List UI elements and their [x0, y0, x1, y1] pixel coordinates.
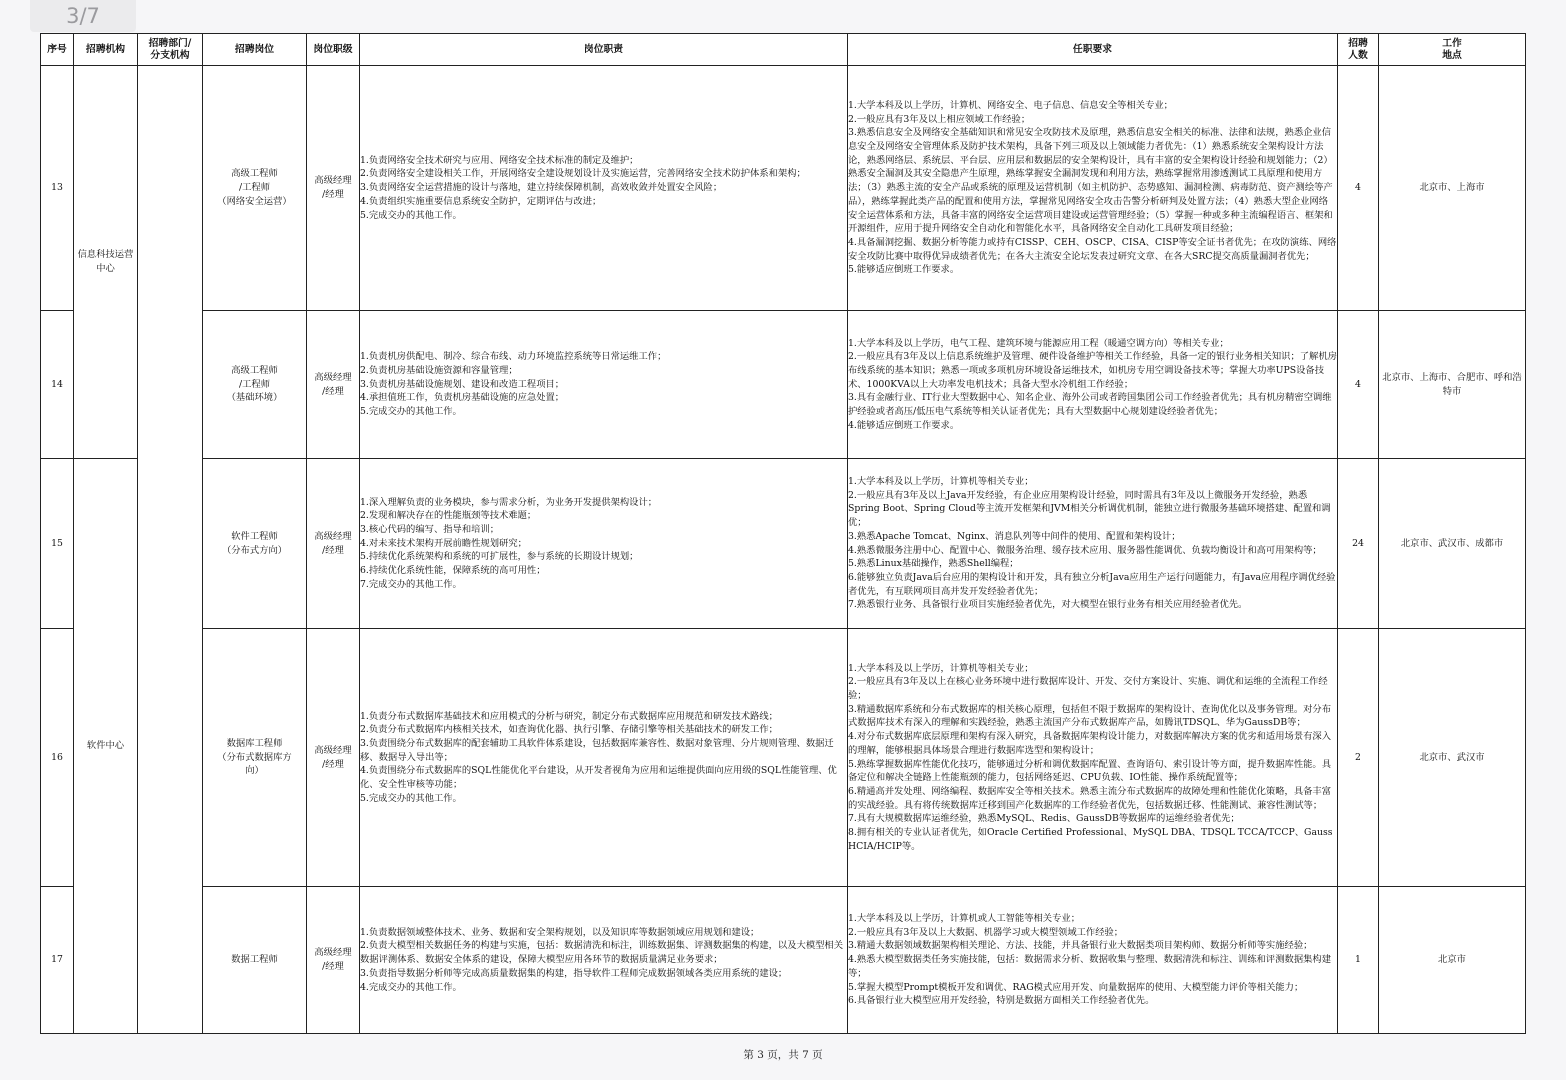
- table-row: [41, 66, 1526, 311]
- header-cell: 岗位职责: [360, 34, 848, 66]
- headcount-cell: 4: [1338, 66, 1379, 311]
- position-cell: 数据工程师: [203, 887, 307, 1034]
- header-cell: 招聘机构: [74, 34, 138, 66]
- headcount-cell: 4: [1338, 311, 1379, 459]
- page-footer: 第 3 页，共 7 页: [743, 1049, 823, 1061]
- row-number: 15: [41, 459, 74, 629]
- header-cell: 招聘岗位: [203, 34, 307, 66]
- table-row: [41, 311, 1526, 459]
- position-cell: 高级工程师 /工程师 （基础环境）: [203, 311, 307, 459]
- header-cell: 招聘部门/ 分支机构: [138, 34, 203, 66]
- level-cell: 高级经理 /经理: [307, 459, 360, 629]
- location-cell: 北京市、武汉市、成都市: [1379, 459, 1526, 629]
- table-header-row: [41, 34, 1526, 66]
- level-cell: 高级经理 /经理: [307, 629, 360, 887]
- table-row: [41, 887, 1526, 1034]
- header-cell: 工作 地点: [1379, 34, 1526, 66]
- table-row: [41, 629, 1526, 887]
- row-number: 17: [41, 887, 74, 1034]
- headcount-cell: 2: [1338, 629, 1379, 887]
- header-cell: 招聘 人数: [1338, 34, 1379, 66]
- requirements-cell: 1.大学本科及以上学历，计算机等相关专业； 2.一般应具有3年及以上在核心业务环境中进行数据库设计、开发、交付方案设计、实施、调优和运维的全流程工作经验； 3.精通数据库系统和分布式数据库的相关核心原理，包括但不限于数据库的架构设计、查询优化以及事务管理。对分布式数据库技术有深入的理解和实践经验，熟悉主流国产分布式数据库产品，如腾讯TDSQL、华为GaussDB等； 4.对分布式数据库底层原理和架构有深入研究，具备数据库架构设计能力，对数据库解决方案的优劣和适用场景有深入的理解，能够根据具体场景合理进行数据库选型和架构设计； 5.熟练掌握数据库性能优化技巧，能够通过分析和调优数据库配置、查询语句、索引设计等方面，提升数据库性能。具备定位和解决全链路上性能瓶颈的能力，包括网络延迟、CPU负载、IO性能、操作系统配置等； 6.精通高并发处理、网络编程、数据库安全等相关技术。熟悉主流分布式数据库的故障处理和性能优化策略，具备丰富的实战经验。具有将传统数据库迁移到国产化数据库的工作经验者优先，包括数据迁移、性能测试、兼容性测试等； 7.具有大规模数据库运维经验，熟悉MySQL、Redis、GaussDB等数据库的运维经验者优先； 8.拥有相关的专业认证者优先，如Oracle Certified Professional、MySQL DBA、TDSQL TCCA/TCCP、Gauss HCIA/HCIP等。: [848, 629, 1338, 887]
- level-cell: 高级经理 /经理: [307, 66, 360, 311]
- page-indicator: 3/7: [30, 0, 136, 32]
- location-cell: 北京市、上海市: [1379, 66, 1526, 311]
- dept-cell: [138, 66, 203, 1034]
- position-cell: 数据库工程师 （分布式数据库方 向）: [203, 629, 307, 887]
- requirements-cell: 1.大学本科及以上学历，计算机或人工智能等相关专业； 2.一般应具有3年及以上大数据、机器学习或大模型领域工作经验； 3.精通大数据领域数据架构相关理论、方法、技能，并具备银行业大数据类项目架构师、数据分析师等实施经验； 4.熟悉大模型数据类任务实施技能，包括：数据需求分析、数据收集与整理、数据清洗和标注、训练和评测数据集构建等； 5.掌握大模型Prompt模板开发和调优、RAG模式应用开发、向量数据库的使用、大模型能力评价等相关能力； 6.具备银行业大模型应用开发经验，特别是数据方面相关工作经验者优先。: [848, 887, 1338, 1034]
- table-row: [41, 459, 1526, 629]
- row-number: 13: [41, 66, 74, 311]
- level-cell: 高级经理 /经理: [307, 311, 360, 459]
- location-cell: 北京市、武汉市: [1379, 629, 1526, 887]
- duties-cell: 1.负责机房供配电、制冷、综合布线、动力环境监控系统等日常运维工作； 2.负责机房基础设施资源和容量管理； 3.负责机房基础设施规划、建设和改造工程项目； 4.承担值班工作，负责机房基础设施的应急处置； 5.完成交办的其他工作。: [360, 311, 848, 459]
- duties-cell: 1.负责网络安全技术研究与应用、网络安全技术标准的制定及维护； 2.负责网络安全建设相关工作，开展网络安全建设规划设计及实施运营，完善网络安全技术防护体系和架构； 3.负责网络安全运营措施的设计与落地，建立持续保障机制，高效收敛并处置安全风险； 4.负责组织实施重要信息系统安全防护，定期评估与改进； 5.完成交办的其他工作。: [360, 66, 848, 311]
- headcount-cell: 24: [1338, 459, 1379, 629]
- header-cell: 任职要求: [848, 34, 1338, 66]
- duties-cell: 1.深入理解负责的业务模块，参与需求分析，为业务开发提供架构设计； 2.发现和解决存在的性能瓶颈等技术难题； 3.核心代码的编写、指导和培训； 4.对未来技术架构开展前瞻性规划研究； 5.持续优化系统架构和系统的可扩展性，参与系统的长期设计规划； 6.持续优化系统性能，保障系统的高可用性； 7.完成交办的其他工作。: [360, 459, 848, 629]
- level-cell: 高级经理 /经理: [307, 887, 360, 1034]
- org-cell: 软件中心: [74, 459, 138, 1034]
- position-cell: 软件工程师 （分布式方向）: [203, 459, 307, 629]
- location-cell: 北京市: [1379, 887, 1526, 1034]
- row-number: 14: [41, 311, 74, 459]
- org-cell: 信息科技运营中心: [74, 66, 138, 459]
- header-cell: 岗位职级: [307, 34, 360, 66]
- requirements-cell: 1.大学本科及以上学历，电气工程、建筑环境与能源应用工程（暖通空调方向）等相关专业； 2.一般应具有3年及以上信息系统维护及管理、硬件设备维护等相关工作经验，具备一定的银行业务相关知识；了解机房布线系统的基本知识；熟悉一项或多项机房环境设备运维技术，如机房专用空调设备技术等；掌握大功率UPS设备技术、1000KVA以上大功率发电机技术；具备大型水冷机组工作经验； 3.具有金融行业、IT行业大型数据中心、知名企业、海外公司或者跨国集团公司工作经验者优先；具有机房精密空调维护经验或者高压/低压电气系统等相关认证者优先；具有大型数据中心规划建设经验者优先； 4.能够适应倒班工作要求。: [848, 311, 1338, 459]
- duties-cell: 1.负责数据领域整体技术、业务、数据和安全架构规划，以及知识库等数据领域应用规划和建设； 2.负责大模型相关数据任务的构建与实施，包括：数据清洗和标注，训练数据集、评测数据集的构建，以及大模型相关数据评测体系、数据安全体系的建设，保障大模型应用各环节的数据质量满足业务要求； 3.负责指导数据分析师等完成高质量数据集的构建，指导软件工程师完成数据领域各类应用系统的建设； 4.完成交办的其他工作。: [360, 887, 848, 1034]
- position-cell: 高级工程师 /工程师 （网络安全运营）: [203, 66, 307, 311]
- headcount-cell: 1: [1338, 887, 1379, 1034]
- location-cell: 北京市、上海市、合肥市、呼和浩特市: [1379, 311, 1526, 459]
- requirements-cell: 1.大学本科及以上学历，计算机、网络安全、电子信息、信息安全等相关专业； 2.一般应具有3年及以上相应领域工作经验； 3.熟悉信息安全及网络安全基础知识和常见安全攻防技术及原理，熟悉信息安全相关的标准、法律和法规，熟悉企业信息安全及网络安全管理体系及防护技术架构，具备下列三项及以上领域能力者优先：（1）熟悉系统安全架构设计方法论，熟悉网络层、系统层、平台层、应用层和数据层的安全架构设计，具有丰富的安全架构设计经验和规划能力；（2）熟悉安全漏洞及其安全隐患产生原理，熟练掌握安全漏洞发现和利用方法，熟练掌握常用渗透测试工具原理和使用方法；（3）熟悉主流的安全产品或系统的原理及运营机制（如主机防护、态势感知、漏洞检测、病毒防范、资产测绘等产品），熟练掌握此类产品的配置和使用方法，掌握常见网络安全攻击告警分析研判及处置方法；（4）熟悉大型企业网络安全运营体系和方法，具备丰富的网络安全运营项目建设或运营管理经验；（5）掌握一种或多种主流编程语言、框架和开源组件，应用于提升网络安全自动化和智能化水平，具备网络安全自动化工具研发项目经验； 4.具备漏洞挖掘、数据分析等能力或持有CISSP、CEH、OSCP、CISA、CISP等安全证书者优先；在攻防演练、网络安全攻防比赛中取得优异成绩者优先；在各大主流安全论坛发表过研究文章、在各大SRC提交高质量漏洞者优先； 5.能够适应倒班工作要求。: [848, 66, 1338, 311]
- duties-cell: 1.负责分布式数据库基础技术和应用模式的分析与研究，制定分布式数据库应用规范和研发技术路线； 2.负责分布式数据库内核相关技术，如查询优化器、执行引擎、存储引擎等相关基础技术的研发工作； 3.负责围绕分布式数据库的配套辅助工具软件体系建设，包括数据库兼容性、数据对象管理、分片规则管理、数据迁移、数据导入导出等； 4.负责围绕分布式数据库的SQL性能优化平台建设，从开发者视角为应用和运维提供面向应用级的SQL性能管理、优化、安全性审核等功能； 5.完成交办的其他工作。: [360, 629, 848, 887]
- row-number: 16: [41, 629, 74, 887]
- requirements-cell: 1.大学本科及以上学历，计算机等相关专业； 2.一般应具有3年及以上Java开发经验，有企业应用架构设计经验，同时需具有3年及以上微服务开发经验，熟悉Spring Boot、Spring Cloud等主流开发框架和JVM相关分析调优机制，能独立进行微服务基础环境搭建、配置和调优； 3.熟悉Apache Tomcat、Nginx、消息队列等中间件的使用、配置和架构设计； 4.熟悉微服务注册中心、配置中心、微服务治理、缓存技术应用、服务器性能调优、负载均衡设计和高可用架构等； 5.熟悉Linux基础操作，熟悉Shell编程； 6.能够独立负责Java后台应用的架构设计和开发，具有独立分析Java应用生产运行问题能力，有Java应用程序调优经验者优先，有互联网项目高并发开发经验者优先； 7.熟悉银行业务、具备银行业项目实施经验者优先，对大模型在银行业务有相关应用经验者优先。: [848, 459, 1338, 629]
- recruitment-table: [40, 33, 1526, 1034]
- header-cell: 序号: [41, 34, 74, 66]
